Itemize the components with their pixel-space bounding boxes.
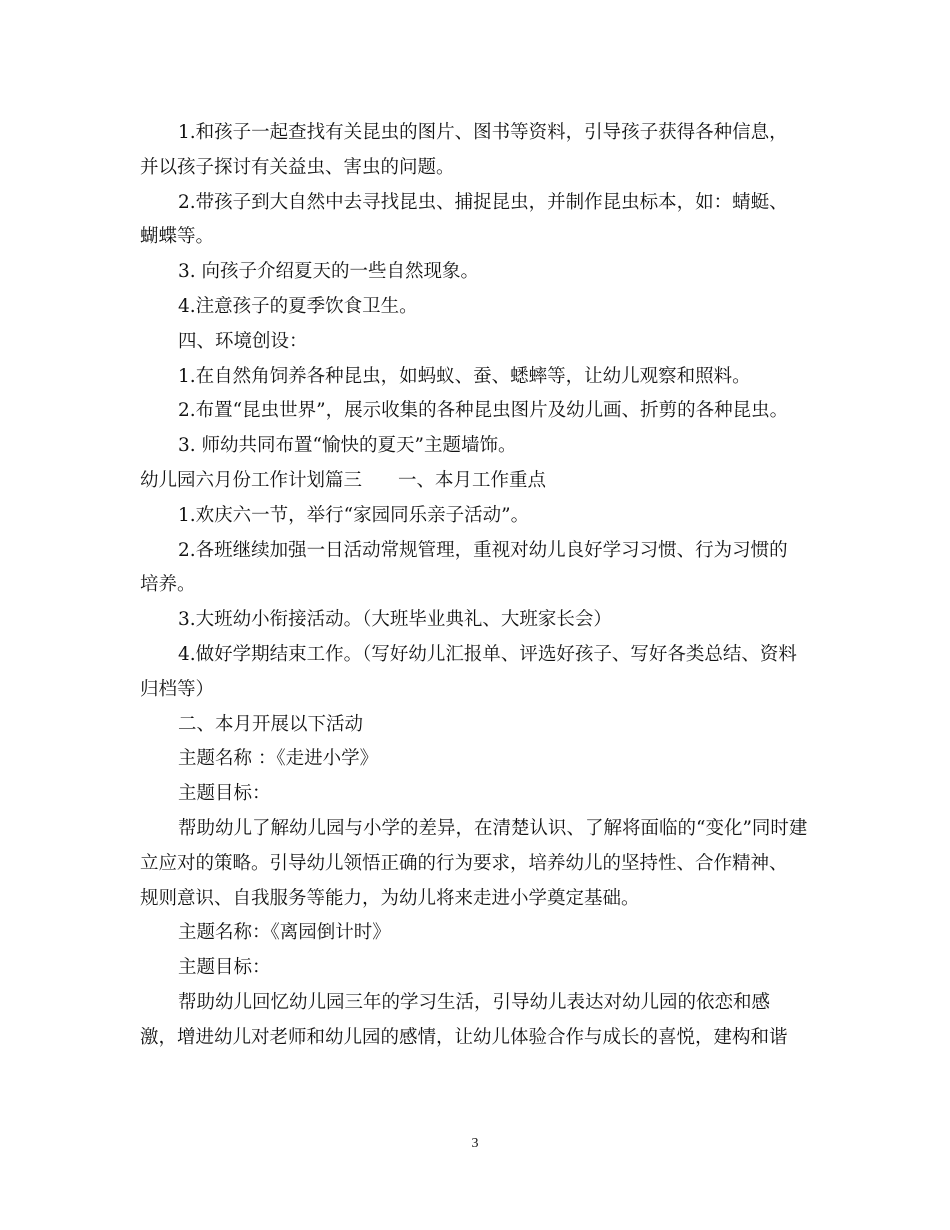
page-number: 3 [471,1136,479,1151]
paragraph-line: 1.在自然角饲养各种昆虫，如蚂蚁、蚕、蟋蟀等，让幼儿观察和照料。 [178,365,751,387]
paragraph-line: 1.和孩子一起查找有关昆虫的图片、图书等资料，引导孩子获得各种信息， [178,122,788,143]
paragraph-line: 4.注意孩子的夏季饮食卫生。 [178,295,418,317]
paragraph-line: 2.布置“昆虫世界”，展示收集的各种昆虫图片及幼儿画、折剪的各种昆虫。 [178,400,789,422]
document-body [140,116,812,1056]
paragraph-line: 归档等） [140,678,215,700]
paragraph-line: 3. 向孩子介绍夏天的一些自然现象。 [178,261,480,283]
paragraph-line: 2.各班继续加强一日活动常规管理，重视对幼儿良好学习习惯、行为习惯的 [178,539,788,561]
paragraph-line: 2.带孩子到大自然中去寻找昆虫、捕捉昆虫，并制作昆虫标本，如：蜻蜓、 [178,191,788,213]
article-title-line [140,464,812,499]
paragraph-line: 1.欢庆六一节，举行“家园同乐亲子活动”。 [178,504,530,526]
theme-goal-label: 主题目标： [178,783,271,805]
paragraph-line: 并以孩子探讨有关益虫、害虫的问题。 [140,156,455,178]
paragraph-line: 4.做好学期结束工作。（写好幼儿汇报单、评选好孩子、写好各类总结、资料 [178,643,797,665]
paragraph-line: 激，增进幼儿对老师和幼儿园的感情，让幼儿体验合作与成长的喜悦，建构和谐 [140,1026,788,1048]
paragraph-line: 蝴蝶等。 [140,226,215,248]
paragraph-line: 规则意识、自我服务等能力，为幼儿将来走进小学奠定基础。 [140,887,640,909]
paragraph-line: 帮助幼儿了解幼儿园与小学的差异，在清楚认识、了解将面临的“变化”同时建 [178,817,808,839]
section-heading: 四、环境创设： [178,330,308,352]
paragraph-line: 帮助幼儿回忆幼儿园三年的学习生活，引导幼儿表达对幼儿园的依恋和感 [178,991,771,1013]
section-heading: 二、本月开展以下活动 [178,713,364,735]
paragraph-line: 培养。 [140,574,196,596]
paragraph-line: 立应对的策略。引导幼儿领悟正确的行为要求，培养幼儿的坚持性、合作精神、 [140,852,788,874]
section-heading: 一、本月工作重点 [398,469,547,491]
paragraph-line: 3. 师幼共同布置“愉快的夏天”主题墙饰。 [178,435,517,457]
paragraph-line: 3.大班幼小衔接活动。（大班毕业典礼、大班家长会） [178,609,612,631]
theme-goal-label: 主题目标： [178,957,271,979]
theme-name: 主题名称 ：《走进小学》 [178,748,379,770]
article-title: 幼儿园六月份工作计划篇三 [140,469,363,491]
theme-name: 主题名称：《离园倒计时》 [178,922,391,944]
